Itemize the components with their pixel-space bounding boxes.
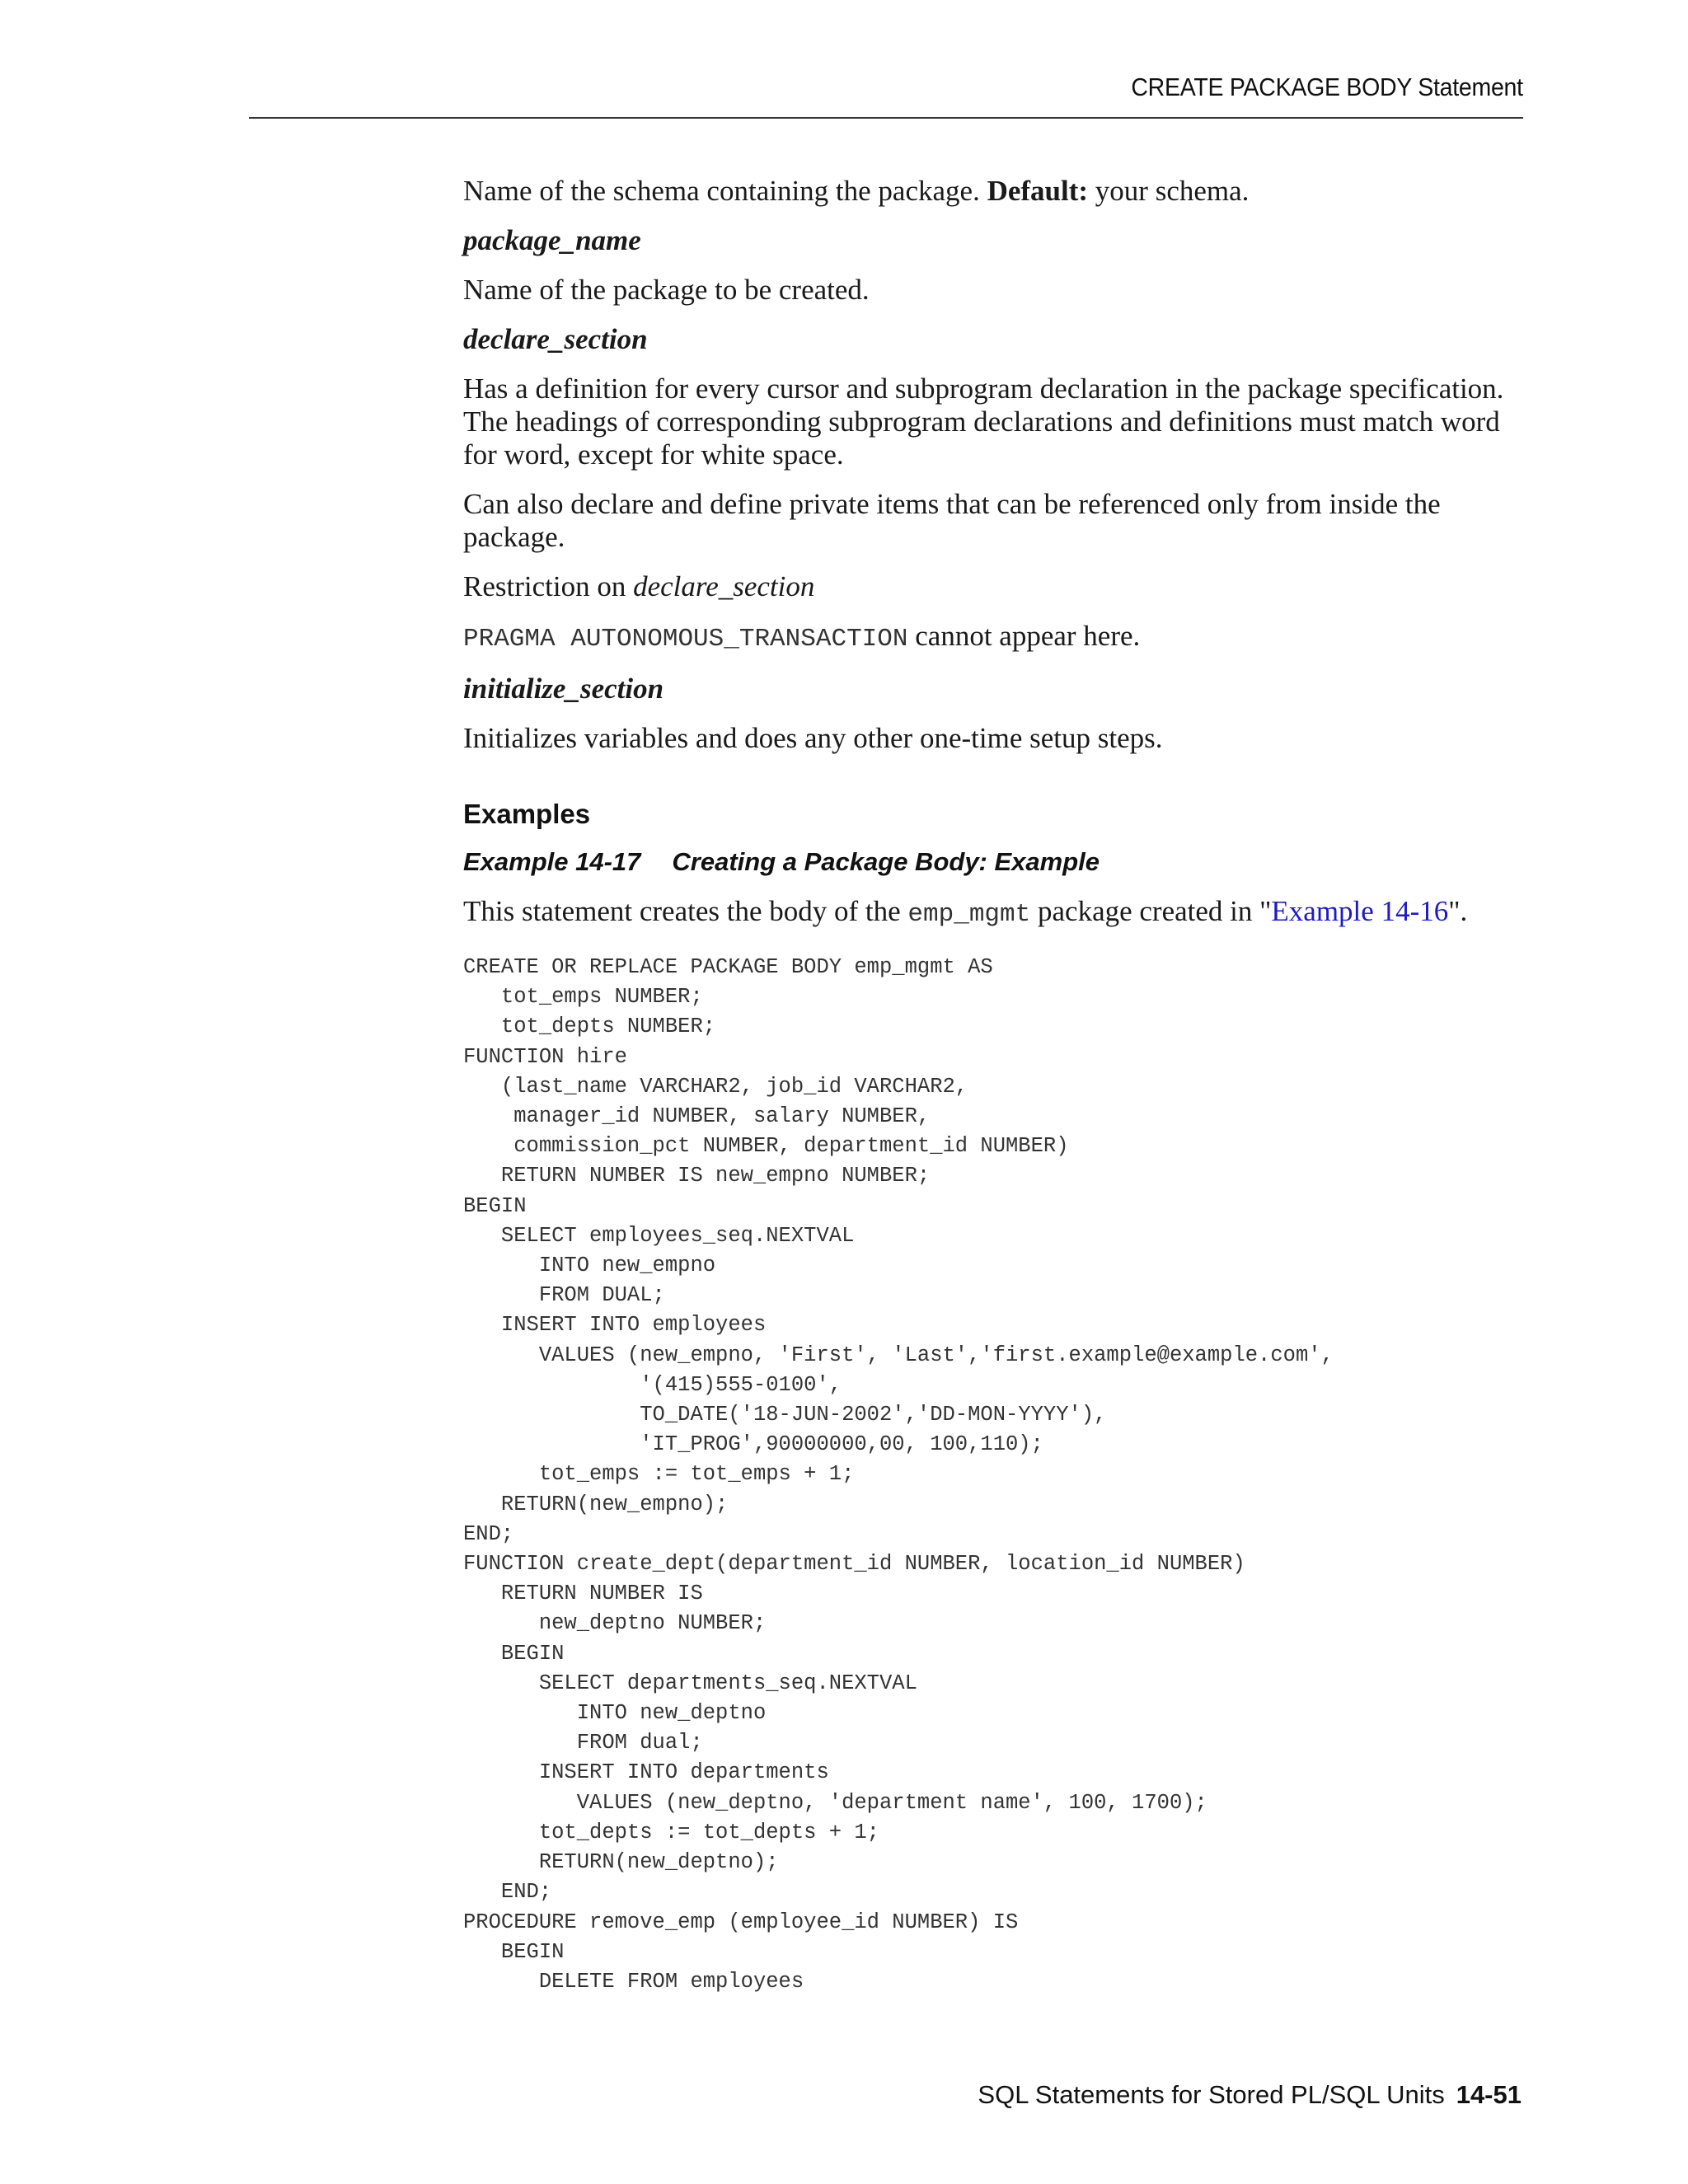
example-title <box>463 846 1526 879</box>
example-number: Example 14-17 <box>463 847 641 876</box>
restriction-term: declare_section <box>633 570 815 602</box>
package-code-name: emp_mgmt <box>907 900 1031 929</box>
term-initialize-section: initialize_section <box>463 673 664 705</box>
example-intro <box>463 895 1526 931</box>
footer-section-title: SQL Statements for Stored PL/SQL Units <box>978 2080 1445 2109</box>
example-intro-text: This statement creates the body of the <box>463 895 908 927</box>
schema-default-value: your schema. <box>1088 175 1250 207</box>
header-rule <box>249 117 1523 119</box>
example-intro-mid: package created in " <box>1030 895 1272 927</box>
pragma-restriction <box>463 620 1526 656</box>
term-declare-section: declare_section <box>463 323 648 355</box>
declare-section-description: Has a definition for every cursor and subprogram declaration in the package specification. The headings of corresponding subprogram declarations and definitions must match word for word, except for white space. <box>463 373 1504 471</box>
pragma-code: PRAGMA AUTONOMOUS_TRANSACTION <box>463 625 908 654</box>
page-content <box>463 175 1526 1997</box>
page-footer <box>978 2080 1522 2110</box>
schema-desc-text: Name of the schema containing the package. <box>463 175 987 207</box>
initialize-section-description: Initializes variables and does any other one-time setup steps. <box>463 722 1163 754</box>
package-name-description: Name of the package to be created. <box>463 274 870 306</box>
running-header-title: CREATE PACKAGE BODY Statement <box>1131 73 1523 101</box>
example-caption: Creating a Package Body: Example <box>672 847 1100 876</box>
page-number: 14-51 <box>1456 2080 1522 2109</box>
schema-description <box>463 175 1526 208</box>
restriction-label: Restriction on <box>463 570 634 602</box>
default-label: Default: <box>987 175 1089 207</box>
pragma-text: cannot appear here. <box>907 620 1141 652</box>
example-intro-end: ". <box>1448 895 1468 927</box>
example-14-16-link[interactable]: Example 14-16 <box>1271 895 1449 927</box>
restriction-heading <box>463 570 1526 603</box>
code-listing: CREATE OR REPLACE PACKAGE BODY emp_mgmt AS tot_emps NUMBER; tot_depts NUMBER; FUNCTION hire (last_name VARCHAR2, job_id VARCHAR2, manager_id NUMBER, salary NUMBER, commission_pct NUMBER, department_id NUMBER) RETURN NUMBER IS new_empno NUMBER; BEGIN SELECT employees_seq.NEXTVAL INTO new_empno FROM DUAL; INSERT INTO employees VALUES (new_empno, 'First', 'Last','first.example@example.com', '(415)555-0100', TO_DATE('18-JUN-2002','DD-MON-YYYY'), 'IT_PROG',90000000,00, 100,110); tot_emps := tot_emps + 1; RETURN(new_empno); END; FUNCTION create_dept(department_id NUMBER, location_id NUMBER) RETURN NUMBER IS new_deptno NUMBER; BEGIN SELECT departments_seq.NEXTVAL INTO new_deptno FROM dual; INSERT INTO departments VALUES (new_deptno, 'department name', 100, 1700); tot_depts := tot_depts + 1; RETURN(new_deptno); END; PROCEDURE remove_emp (employee_id NUMBER) IS BEGIN DELETE FROM employees <box>463 955 1334 1994</box>
term-package-name: package_name <box>463 224 641 256</box>
declare-section-private-items: Can also declare and define private items that can be referenced only from inside the package. <box>463 488 1441 553</box>
examples-heading: Examples <box>463 799 591 829</box>
